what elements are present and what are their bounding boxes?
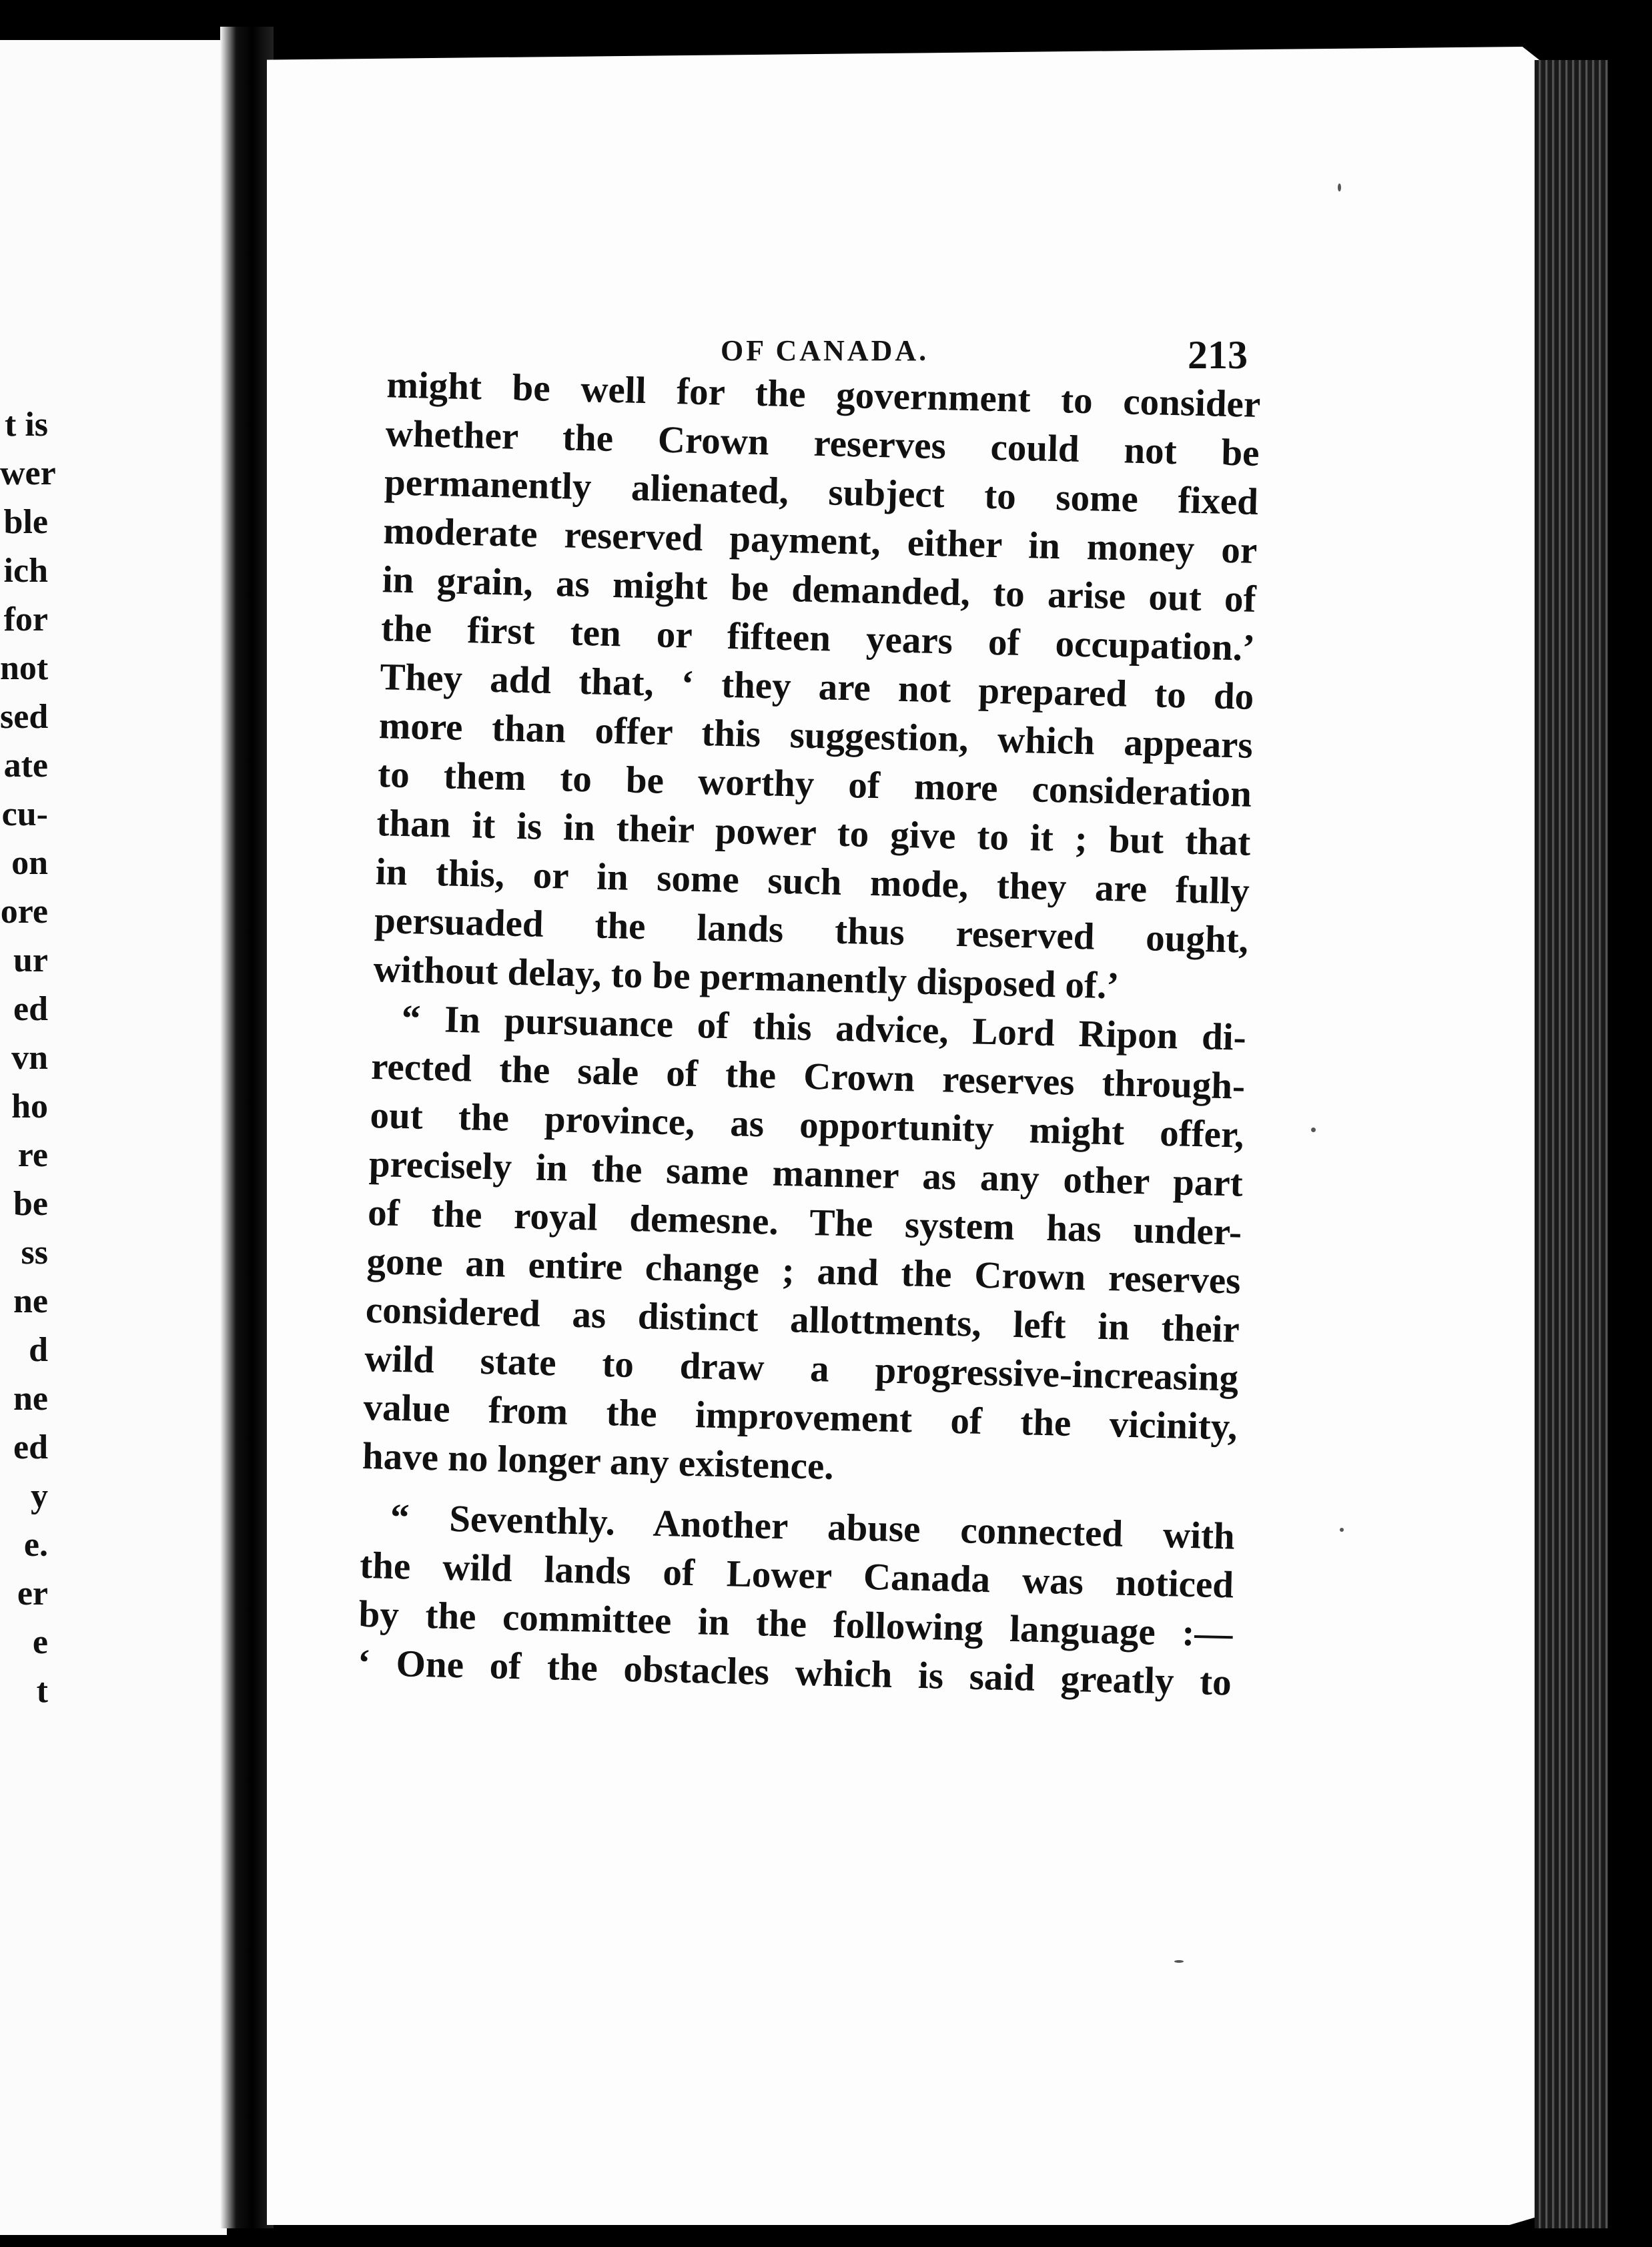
fragment-line: be: [13, 1185, 48, 1223]
scan-speck: [1311, 1128, 1316, 1132]
fragment-line: ore: [0, 893, 48, 931]
fragment-line: e: [32, 1623, 48, 1661]
text-line: might be well for the government to consider: [386, 364, 1261, 426]
text-line: considered as distinct allottments, left in their: [365, 1288, 1240, 1351]
text-line: out the province, as opportunity might offer,: [369, 1093, 1245, 1156]
fragment-line: ur: [13, 941, 48, 979]
text-line: of the royal demesne. The system has under-: [367, 1191, 1242, 1254]
fragment-line: ne: [13, 1380, 48, 1418]
fragment-line: ss: [21, 1234, 48, 1272]
text-line: ‘ One of the obstacles which is said greatly to: [357, 1641, 1232, 1704]
page-edges-stack: [1535, 60, 1608, 2228]
fragment-line: not: [0, 649, 49, 687]
text-line: than it is in their power to give to it ; but that: [376, 802, 1251, 864]
fragment-line: cu-: [1, 795, 48, 833]
fragment-line: on: [11, 844, 48, 882]
text-line: value from the improvement of the vicinity,: [363, 1386, 1238, 1448]
fragment-line: for: [3, 600, 48, 638]
fragment-line: ho: [11, 1087, 48, 1126]
fragment-line: e.: [23, 1526, 48, 1564]
text-line: have no longer any existence.: [362, 1434, 835, 1488]
fragment-line: ed: [13, 990, 48, 1028]
book-gutter: [220, 27, 274, 2228]
text-line: They add that, ‘ they are not prepared to do: [379, 656, 1254, 718]
fragment-line: ate: [3, 747, 48, 785]
fragment-line: y: [31, 1477, 48, 1515]
text-line: wild state to draw a progressive-increasing: [364, 1337, 1239, 1400]
fragment-line: t is: [5, 406, 48, 444]
text-line: precisely in the same manner as any other part: [368, 1142, 1244, 1205]
text-line: “ Seventhly. Another abuse connected with: [390, 1496, 1236, 1558]
text-line: by the committee in the following language :—: [358, 1593, 1234, 1655]
fragment-line: ich: [3, 552, 48, 590]
fragment-line: wer: [0, 454, 56, 492]
page-body-text: [357, 360, 1261, 1707]
text-line: to them to be worthy of more consideration: [377, 753, 1252, 815]
text-line: the first ten or fifteen years of occupation.’: [380, 607, 1256, 669]
text-line: permanently alienated, subject to some fixed: [384, 461, 1259, 523]
text-line: gone an entire change ; and the Crown reserves: [366, 1240, 1242, 1302]
text-line: rected the sale of the Crown reserves through-: [370, 1045, 1246, 1107]
fragment-line: er: [17, 1575, 48, 1613]
fragment-line: t: [36, 1672, 48, 1710]
running-head: OF CANADA.: [721, 334, 929, 367]
page-number: 213: [1188, 333, 1248, 377]
text-line: persuaded the lands thus reserved ought,: [374, 899, 1249, 961]
fragment-line: sed: [0, 698, 49, 736]
scan-speck: [1174, 1960, 1184, 1963]
scan-speck: [1338, 183, 1341, 191]
fragment-line: ed: [13, 1428, 48, 1466]
text-line: moderate reserved payment, either in money or: [382, 510, 1258, 572]
fragment-line: vn: [11, 1039, 48, 1077]
text-line: in this, or in some such mode, they are fully: [375, 851, 1250, 913]
fragment-line: ble: [3, 503, 48, 541]
text-line: whether the Crown reserves could not be: [385, 412, 1260, 474]
text-line: in grain, as might be demanded, to arise out of: [382, 558, 1257, 620]
text-line: more than offer this suggestion, which appears: [378, 705, 1254, 767]
text-line: the wild lands of Lower Canada was noticed: [359, 1544, 1234, 1607]
previous-page-text-fragments: [0, 400, 227, 1715]
previous-page-edge: [0, 40, 227, 2235]
fragment-line: re: [17, 1136, 48, 1174]
text-line: “ In pursuance of this advice, Lord Ripon di-: [401, 997, 1247, 1059]
text-line: without delay, to be permanently disposed of.’: [372, 948, 1120, 1007]
fragment-line: ne: [13, 1282, 48, 1320]
scan-speck: [1340, 1528, 1344, 1532]
fragment-line: d: [29, 1331, 48, 1369]
